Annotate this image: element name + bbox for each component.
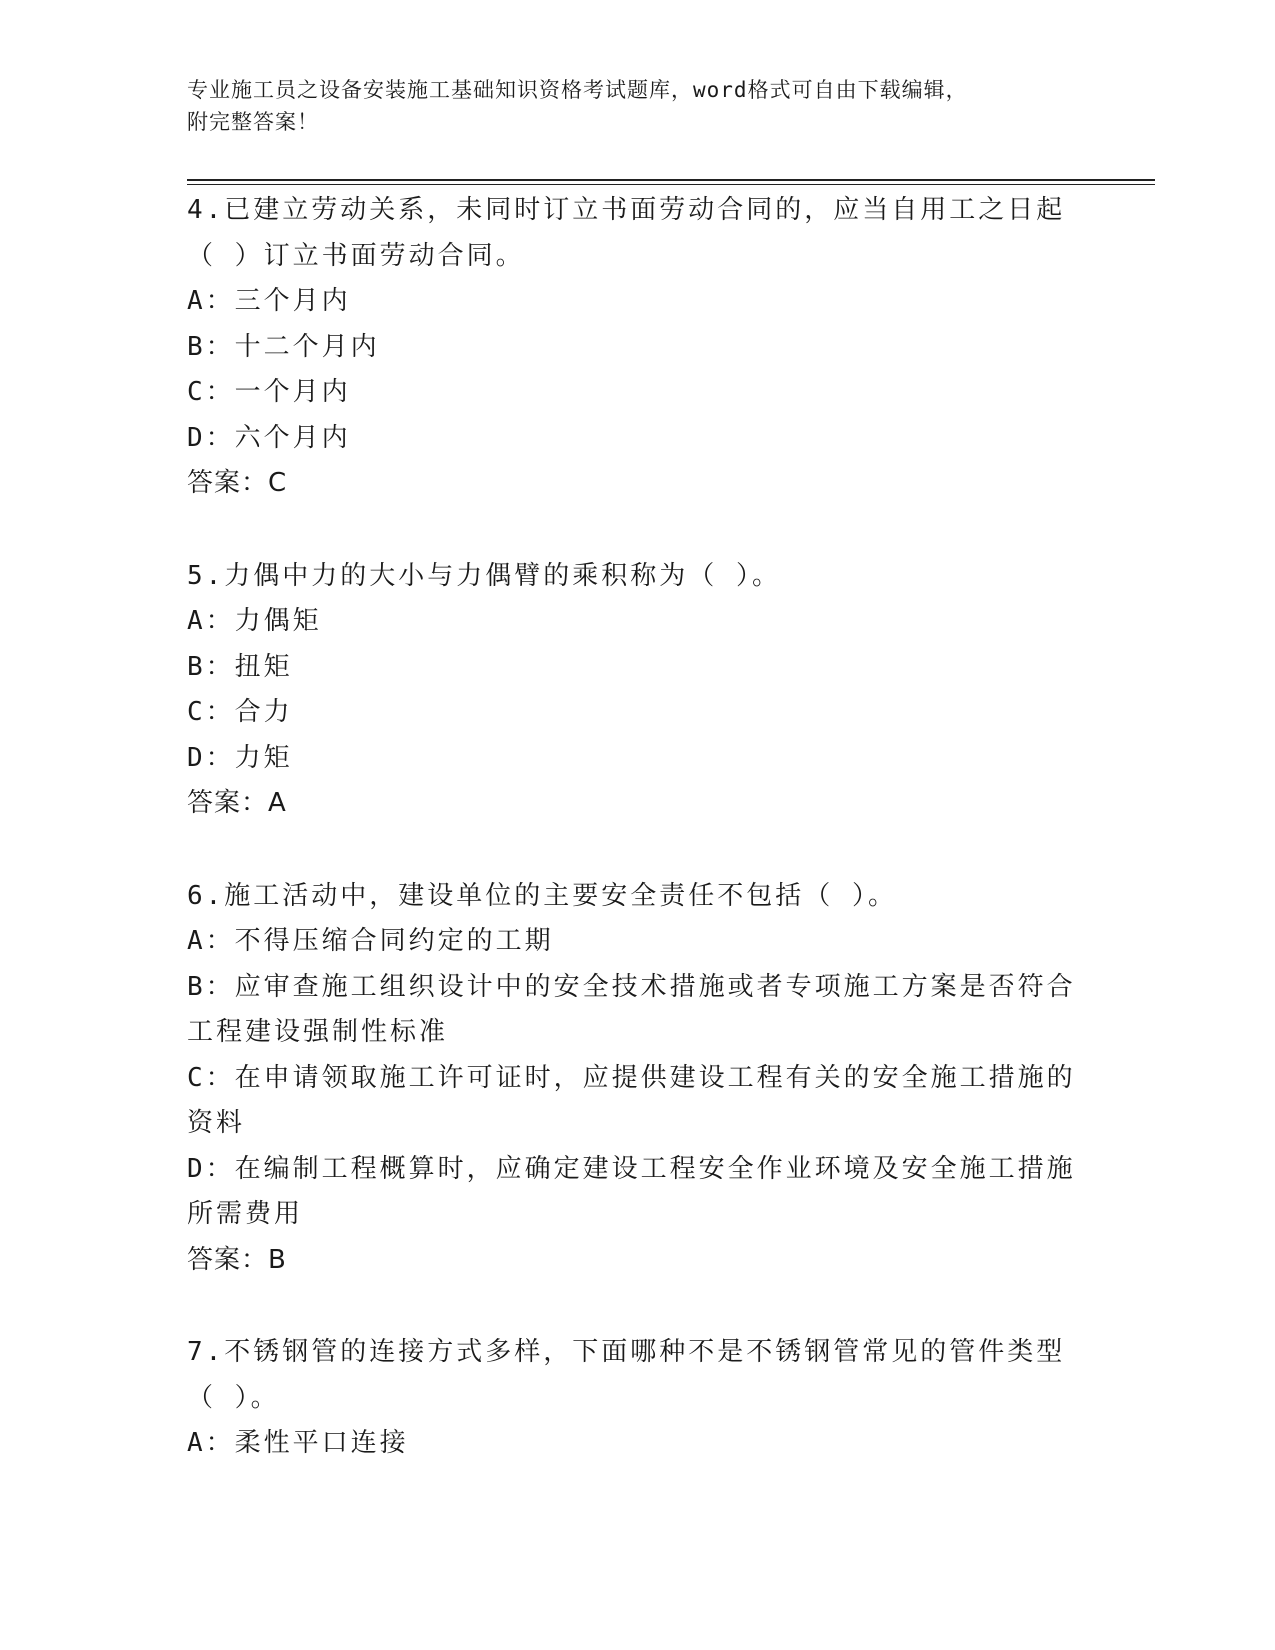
question-stem-line: 4.已建立劳动关系，未同时订立书面劳动合同的，应当自用工之日起 (187, 195, 1066, 225)
header-line-1: 专业施工员之设备安装施工基础知识资格考试题库，word格式可自由下载编辑， (187, 78, 968, 102)
question-stem-line: 5.力偶中力的大小与力偶臂的乘积称为（ ）。 (187, 560, 781, 591)
answer-option-line: C：在申请领取施工许可证时，应提供建设工程有关的安全施工措施的 (187, 1062, 1076, 1093)
header-line-2: 附完整答案！ (187, 110, 319, 134)
header-divider (187, 179, 1155, 181)
answer-option-line: B：十二个月内 (187, 331, 380, 362)
answer-option-line: 所需费用 (187, 1199, 304, 1229)
answer-option-line: A：不得压缩合同约定的工期 (187, 926, 554, 956)
answer-option-line: A：力偶矩 (187, 606, 322, 636)
answer-option-line: A：柔性平口连接 (187, 1428, 409, 1458)
question-stem-line: 7.不锈钢管的连接方式多样，下面哪种不是不锈钢管常见的管件类型 (187, 1337, 1066, 1367)
question-stem-line: （ ）订立书面劳动合同。 (187, 240, 525, 271)
document-header (187, 74, 1067, 138)
answer-option-line: C：一个月内 (187, 377, 351, 407)
answer-option-line: B：应审查施工组织设计中的安全技术措施或者专项施工方案是否符合 (187, 971, 1076, 1002)
answer-option-line: A：三个月内 (187, 286, 351, 316)
answer-option-line: D：力矩 (187, 742, 293, 773)
answer-option-line: B：扭矩 (187, 651, 293, 682)
answer-option-line: 工程建设强制性标准 (187, 1017, 449, 1047)
header-divider-thin (187, 184, 1155, 185)
answer-option-line: D：在编制工程概算时，应确定建设工程安全作业环境及安全施工措施 (187, 1153, 1076, 1184)
question-stem-line: 6.施工活动中，建设单位的主要安全责任不包括（ ）。 (187, 880, 897, 911)
question-block (187, 874, 1087, 1284)
answer-option-line: C：合力 (187, 697, 293, 727)
correct-answer: 答案：A (187, 788, 287, 818)
correct-answer: 答案：B (187, 1244, 287, 1275)
question-list (187, 188, 1087, 1514)
question-block (187, 1330, 1087, 1467)
question-block (187, 188, 1087, 507)
question-stem-line: （ ）。 (187, 1382, 280, 1413)
answer-option-line: 资料 (187, 1108, 246, 1138)
correct-answer: 答案：C (187, 468, 288, 498)
question-block (187, 554, 1087, 827)
answer-option-line: D：六个月内 (187, 422, 351, 453)
